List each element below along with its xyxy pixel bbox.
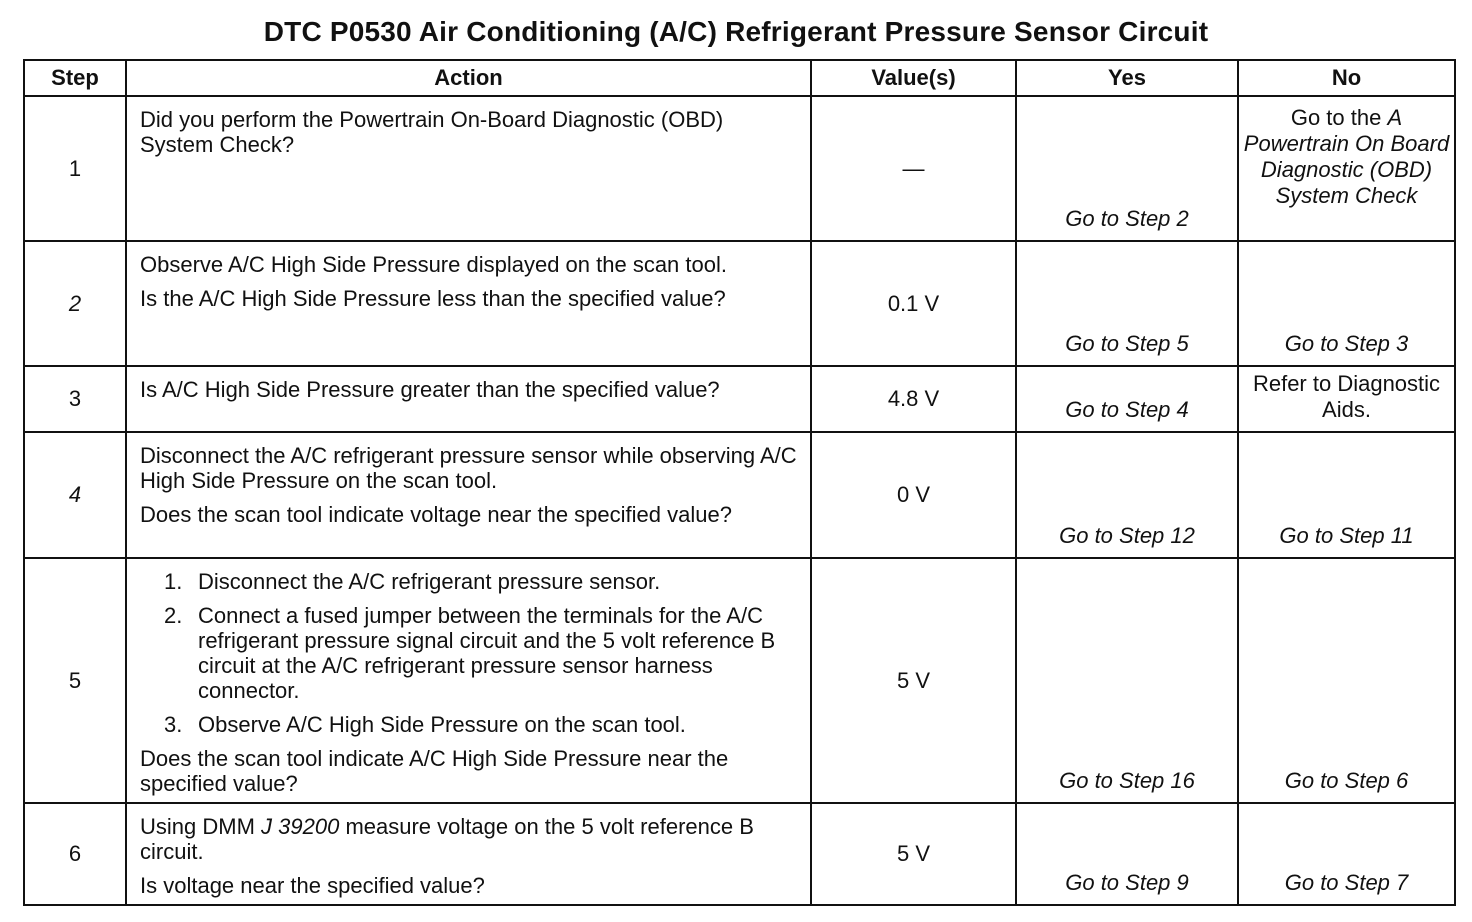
action-cell <box>126 241 811 366</box>
action-text <box>140 814 800 864</box>
table-row <box>24 432 1455 558</box>
action-cell <box>126 803 811 905</box>
substep <box>140 603 800 703</box>
action-text: Disconnect the A/C refrigerant pressure sensor while observing A/C High Side Pressure on the scan tool. <box>140 443 797 493</box>
no-cell: Go to Step 7 <box>1238 803 1455 905</box>
action-cell <box>126 558 811 803</box>
substep-number: 3. <box>164 712 183 737</box>
action-cell <box>126 432 811 558</box>
table-row <box>24 366 1455 432</box>
substep-text: Connect a fused jumper between the terminals for the A/C refrigerant pressure signal circuit and the 5 volt reference B circuit at the A/C refrigerant pressure sensor harness connector. <box>198 603 776 703</box>
obd-system-check-link[interactable]: A Powertrain On Board Diagnostic (OBD) System Check <box>1243 105 1450 208</box>
action-text-pre: Using DMM <box>140 814 255 839</box>
action-question: Is A/C High Side Pressure greater than the specified value? <box>140 377 720 402</box>
action-cell <box>126 366 811 432</box>
yes-cell: Go to Step 2 <box>1016 96 1238 241</box>
step-number: 4 <box>24 432 126 558</box>
action-text-post: measure voltage on the 5 volt reference B circuit. <box>140 814 754 864</box>
header-no: No <box>1238 60 1455 96</box>
value-cell: — <box>811 96 1016 241</box>
step-number: 1 <box>24 96 126 241</box>
action-question: Is the A/C High Side Pressure less than the specified value? <box>140 286 726 311</box>
no-cell: Go to Step 6 <box>1238 558 1455 803</box>
header-row <box>24 60 1455 96</box>
action-question: Does the scan tool indicate voltage near the specified value? <box>140 502 732 527</box>
substep-list <box>140 569 800 737</box>
no-cell: Go to Step 11 <box>1238 432 1455 558</box>
value-cell: 0.1 V <box>811 241 1016 366</box>
yes-cell: Go to Step 5 <box>1016 241 1238 366</box>
value-cell: 0 V <box>811 432 1016 558</box>
step-number: 3 <box>24 366 126 432</box>
substep-text: Observe A/C High Side Pressure on the scan tool. <box>198 712 686 737</box>
substep-number: 2. <box>164 603 183 628</box>
no-cell: Go to Step 3 <box>1238 241 1455 366</box>
tool-number: J 39200 <box>261 814 340 839</box>
header-step: Step <box>24 60 126 96</box>
value-cell: 5 V <box>811 803 1016 905</box>
substep <box>140 712 800 737</box>
header-yes: Yes <box>1016 60 1238 96</box>
diagnostic-table <box>23 59 1456 906</box>
page-title: DTC P0530 Air Conditioning (A/C) Refrigerant Pressure Sensor Circuit <box>263 16 1209 47</box>
no-cell <box>1238 96 1455 241</box>
action-text: Did you perform the Powertrain On-Board Diagnostic (OBD) System Check? <box>140 107 724 157</box>
substep-text: Disconnect the A/C refrigerant pressure sensor. <box>198 569 661 594</box>
yes-cell: Go to Step 16 <box>1016 558 1238 803</box>
no-cell: Refer to Diagnostic Aids. <box>1238 366 1455 432</box>
yes-cell: Go to Step 4 <box>1016 366 1238 432</box>
header-value: Value(s) <box>811 60 1016 96</box>
action-question: Does the scan tool indicate A/C High Side Pressure near the specified value? <box>140 746 729 796</box>
table-row <box>24 803 1455 905</box>
step-number: 6 <box>24 803 126 905</box>
step-number: 2 <box>24 241 126 366</box>
action-text: Observe A/C High Side Pressure displayed on the scan tool. <box>140 252 727 277</box>
action-question: Is voltage near the specified value? <box>140 873 485 898</box>
step-number: 5 <box>24 558 126 803</box>
substep-number: 1. <box>164 569 183 594</box>
value-cell: 4.8 V <box>811 366 1016 432</box>
yes-cell: Go to Step 12 <box>1016 432 1238 558</box>
header-action: Action <box>126 60 811 96</box>
table-row <box>24 241 1455 366</box>
table-row <box>24 558 1455 803</box>
no-text: Go to the <box>1290 105 1382 130</box>
substep <box>140 569 800 594</box>
value-cell: 5 V <box>811 558 1016 803</box>
yes-cell: Go to Step 9 <box>1016 803 1238 905</box>
table-row <box>24 96 1455 241</box>
action-cell <box>126 96 811 241</box>
